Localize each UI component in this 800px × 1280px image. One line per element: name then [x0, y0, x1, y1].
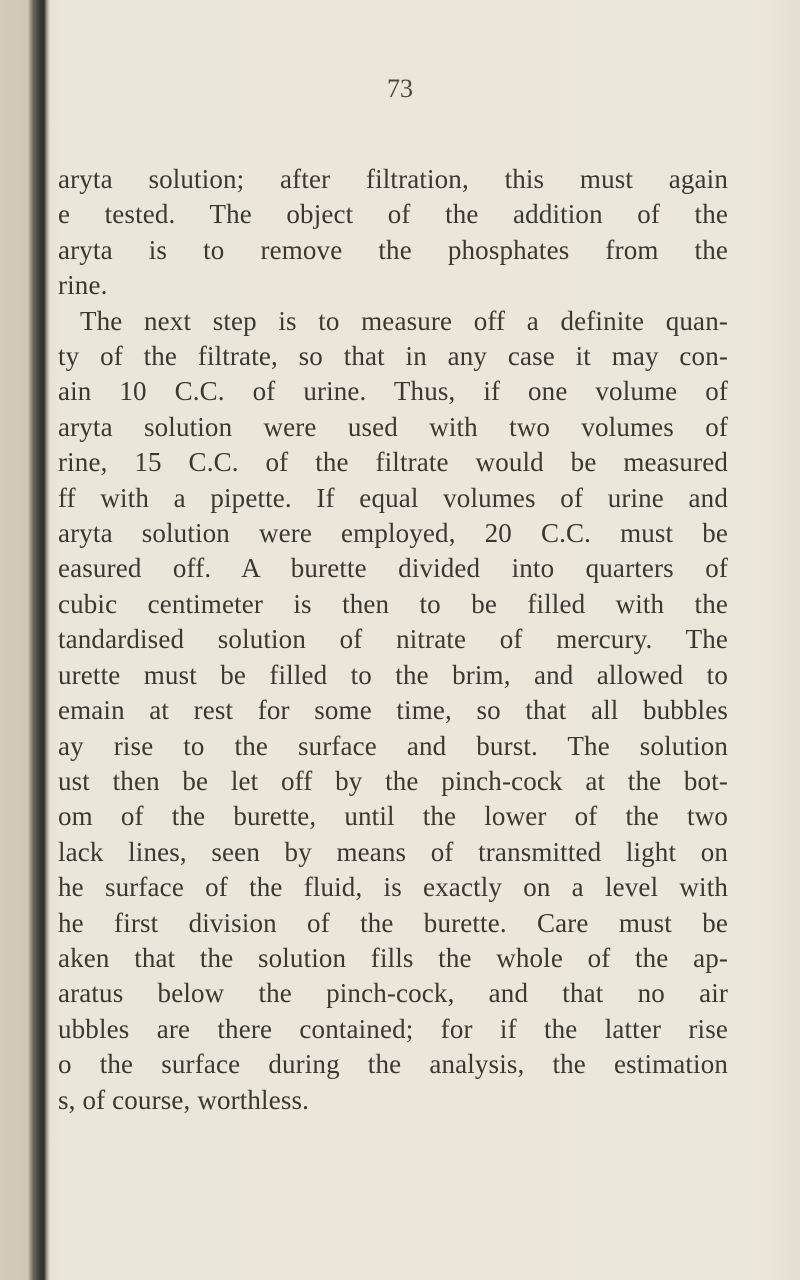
text-line: he first division of the burette. Care must be [58, 907, 728, 938]
text-line: urette must be filled to the brim, and allowed to [58, 659, 728, 690]
text-line: s, of course, worthless. [58, 1084, 310, 1115]
text-line: he surface of the fluid, is exactly on a level with [58, 872, 728, 903]
binding-edge [0, 0, 50, 1280]
text-line: easured off. A burette divided into quarters of [58, 553, 728, 584]
text-line: ust then be let off by the pinch-cock at the bot- [58, 765, 728, 796]
text-line: aratus below the pinch-cock, and that no air [58, 978, 728, 1009]
page-number: 73 [387, 74, 413, 103]
text-line: ain 10 C.C. of urine. Thus, if one volume of [58, 376, 728, 407]
text-line: aken that the solution fills the whole of the ap- [58, 942, 728, 973]
text-line: aryta is to remove the phosphates from the [58, 234, 728, 265]
text-line: The next step is to measure off a definite quan- [80, 305, 728, 336]
text-line: e tested. The object of the addition of the [58, 199, 728, 230]
text-line: rine, 15 C.C. of the filtrate would be measured [58, 447, 728, 478]
text-line: lack lines, seen by means of transmitted light on [58, 836, 728, 867]
text-line: aryta solution; after filtration, this must again [58, 164, 728, 194]
text-line: om of the burette, until the lower of the two [58, 801, 728, 832]
text-line: ff with a pipette. If equal volumes of urine and [58, 482, 728, 513]
text-line: ubbles are there contained; for if the latter rise [58, 1013, 728, 1044]
text-line: aryta solution were used with two volumes of [58, 411, 728, 442]
text-line: ay rise to the surface and burst. The solution [58, 730, 728, 761]
text-line: cubic centimeter is then to be filled with the [58, 588, 728, 619]
body-text [58, 162, 728, 1118]
text-line: emain at rest for some time, so that all bubbles [58, 695, 728, 726]
text-line: aryta solution were employed, 20 C.C. must be [58, 518, 728, 549]
text-line: rine. [58, 270, 108, 301]
text-line: o the surface during the analysis, the estimation [58, 1049, 728, 1080]
text-line: ty of the filtrate, so that in any case it may con- [58, 341, 728, 372]
text-line: tandardised solution of nitrate of mercury. The [58, 624, 728, 655]
